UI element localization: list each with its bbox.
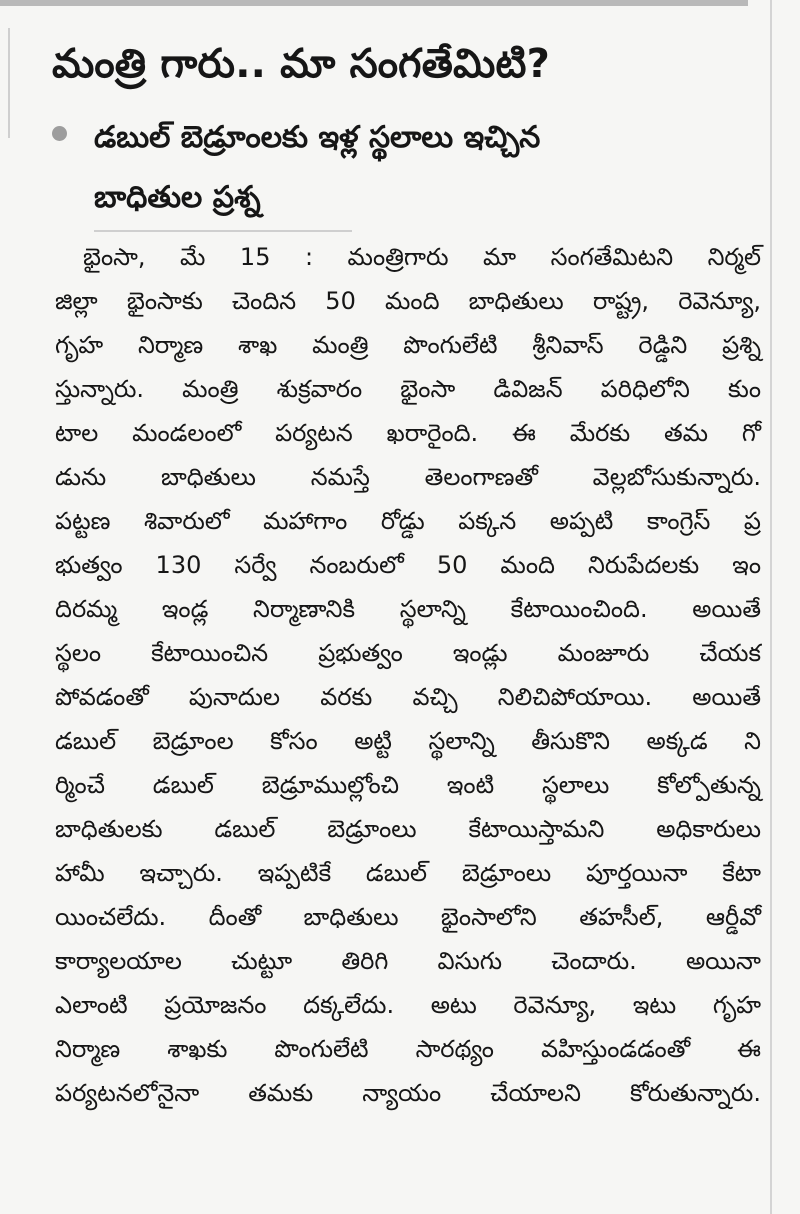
article-line: పోవడంతో పునాదుల వరకు వచ్చి నిలిచిపోయాయి. అయితే: [55, 683, 761, 711]
subheadline-line-1: డబుల్ బెడ్రూంలకు ఇళ్ల స్థలాలు ఇచ్చిన: [94, 120, 541, 155]
article-line: జిల్లా భైంసాకు చెందిన 50 మంది బాధితులు రాష్ట్ర, రెవెన్యూ,: [55, 287, 761, 315]
article-line: డును బాధితులు నమస్తే తెలంగాణతో వెల్లబోసుకున్నారు.: [55, 463, 761, 491]
article-line: కార్యాలయాల చుట్టూ తిరిగి విసుగు చెందారు. అయినా: [55, 947, 761, 975]
article-line: డబుల్ బెడ్రూంల కోసం అట్టి స్థలాన్ని తీసుకొని అక్కడ ని: [55, 727, 761, 755]
article-line: పర్యటనలోనైనా తమకు న్యాయం చేయాలని కోరుతున్నారు.: [55, 1079, 761, 1107]
article-line: పట్టణ శివారులో మహాగాం రోడ్డు పక్కన అప్పటి కాంగ్రెస్ ప్ర: [55, 507, 761, 535]
article-line: స్థలం కేటాయించిన ప్రభుత్వం ఇండ్లు మంజూరు చేయక: [55, 639, 761, 667]
article-line: హామీ ఇచ్చారు. ఇప్పటికే డబుల్ బెడ్రూంలు పూర్తయినా కేటా: [55, 859, 761, 887]
article-line: యించలేదు. దీంతో బాధితులు భైంసాలోని తహసీల్, ఆర్డీవో: [55, 903, 761, 931]
bullet-icon: [52, 126, 67, 141]
subheadline-line-2: బాధితుల ప్రశ్న: [94, 180, 261, 215]
right-column-rule: [770, 0, 772, 1214]
article-line: భైంసా, మే 15 : మంత్రిగారు మా సంగతేమిటని నిర్మల్: [83, 243, 761, 271]
subheadline-block: [52, 108, 752, 228]
article-line: దిరమ్మ ఇండ్ల నిర్మాణానికి స్థలాన్ని కేటాయించింది. అయితే: [55, 595, 761, 623]
article-line: ఎలాంటి ప్రయోజనం దక్కలేదు. అటు రెవెన్యూ, ఇటు గృహ: [55, 991, 761, 1019]
headline: మంత్రి గారు.. మా సంగతేమిటి?: [52, 41, 551, 87]
article-line: స్తున్నారు. మంత్రి శుక్రవారం భైంసా డివిజన్ పరిధిలోని కుం: [55, 375, 761, 403]
article-line: బాధితులకు డబుల్ బెడ్రూంలు కేటాయిస్తామని అధికారులు: [55, 815, 761, 843]
article-line: భుత్వం 130 సర్వే నంబరులో 50 మంది నిరుపేదలకు ఇం: [55, 551, 761, 579]
article-line: గృహ నిర్మాణ శాఖ మంత్రి పొంగులేటి శ్రీనివాస్ రెడ్డిని ప్రశ్ని: [55, 331, 761, 359]
subheadline-underline: [94, 230, 352, 232]
left-column-rule: [8, 28, 10, 138]
article-line: నిర్మాణ శాఖకు పొంగులేటి సారథ్యం వహిస్తుండడంతో ఈ: [55, 1035, 761, 1063]
top-border: [0, 0, 748, 6]
article-body: [55, 235, 761, 1115]
article-line: టాల మండలంలో పర్యటన ఖరారైంది. ఈ మేరకు తమ గో: [55, 419, 761, 447]
article-line: ర్మించే డబుల్ బెడ్రూముల్లోంచి ఇంటి స్థలాలు కోల్పోతున్న: [55, 771, 761, 799]
